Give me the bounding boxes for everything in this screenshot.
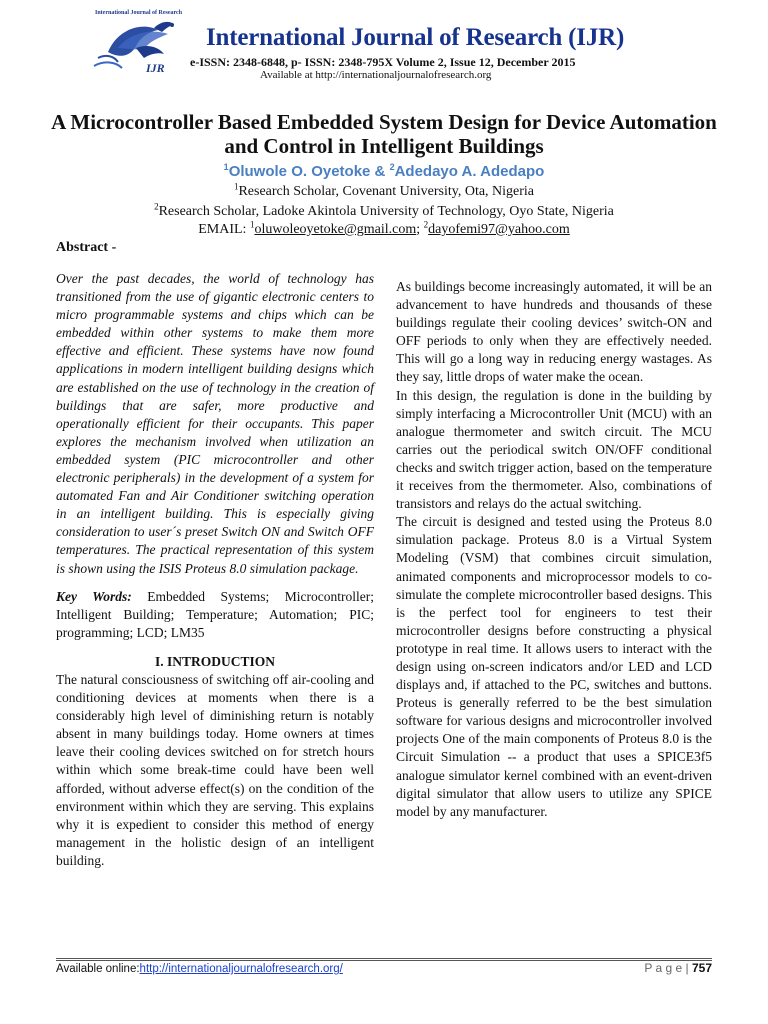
page-number-block <box>644 961 712 975</box>
affiliation-1-text: Research Scholar, Covenant University, Ota, Nigeria <box>238 184 535 199</box>
author-separator: & <box>370 163 390 180</box>
section-heading-introduction: I. INTRODUCTION <box>154 653 276 669</box>
pegasus-logo-icon <box>88 8 198 80</box>
author-2: Adedayo A. Adedapo <box>394 163 545 180</box>
journal-issn: e-ISSN: 2348-6848, p- ISSN: 2348-795X Volume 2, Issue 12, December 2015 <box>190 55 576 69</box>
keywords-text: Embedded Systems; Microcontroller; Intelligent Building; Temperature; Automation; PIC; programming; LCD; LM35 <box>56 588 374 640</box>
affiliation-1 <box>40 181 728 200</box>
abstract-text: Over the past decades, the world of technology has transitioned from the use of gigantic electronic centers to micro programmable systems and chips which can be embedded within other systems to make them more effective and efficient. These systems have now found applications in modern intelligent building designs which are established on the use of technology in the creation of buildings that are safer, more productive and operationally efficient for their occupants. This paper explores the mechanism involved when utilization an embedded system (PIC microcontroller and other electronic peripherals) in the development of a system for automated Fan and Air Conditioner switching operation in an intelligent building. This is especially giving consideration to user´s preset Switch ON and Switch OFF temperatures. The practical representation of this system is shown using the ISIS Proteus 8.0 simulation package. <box>56 271 374 576</box>
affil1-sup: 1 <box>233 181 239 192</box>
email-link-1[interactable]: oluwoleoyetoke@gmail.com <box>254 222 417 237</box>
intro-paragraph-3: In this design, the regulation is done in the building by simply interfacing a Microcontroller Unit (MCU) with an analogue thermometer and switch circuit. The MCU carries out the periodical switch ON/OFF conditional checks and switch trigger action, based on the temperature it receives from the thermometer. Also, combinations of transistors and relays do the actual switching. <box>396 387 713 512</box>
affil2-sup: 2 <box>154 201 159 212</box>
affiliation-2 <box>40 201 728 220</box>
email-line <box>40 219 728 238</box>
page-label: P a g e <box>644 961 683 975</box>
paper-title: A Microcontroller Based Embedded System Design for Device Automation and Control in Intelligent Buildings <box>51 110 717 158</box>
left-column <box>56 270 374 870</box>
right-column <box>396 278 712 821</box>
logo-caption: International Journal of Research <box>95 10 183 16</box>
email-label: EMAIL: <box>198 222 250 237</box>
author-line <box>40 163 728 180</box>
keywords <box>56 588 374 642</box>
affiliation-2-text: Research Scholar, Ladoke Akintola University of Technology, Oyo State, Nigeria <box>158 204 614 219</box>
email1-sup: 1 <box>249 219 255 230</box>
page-separator: | <box>682 961 692 975</box>
author1-sup: 1 <box>223 162 229 172</box>
page-number: 757 <box>691 961 712 975</box>
intro-paragraph-2: As buildings become increasingly automated, it will be an advancement to have hundreds and thousands of these buildings regulate their cooling devices’ switch-ON and OFF periods to only when they are effectively needed. This will go a long way in reducing energy wastages. As they say, little drops of water make the ocean. <box>396 279 712 385</box>
journal-availability: Available at http://internationaljournalofresearch.org <box>260 69 492 81</box>
abstract-heading: Abstract - <box>56 240 117 255</box>
intro-paragraph-1: The natural consciousness of switching off air-cooling and conditioning devices at moments when there is a considerably high level of diminishing return is notably absent in many buildings today. Home owners at times leave their cooling devices switched on for stretch hours within which some break-time could have been well afforded, without adverse effect(s) on the condition of the environment within which they are serving. This explains why it is expedient to consider this method of energy management in the holistic design of an intelligent building. <box>56 671 374 868</box>
author2-sup: 2 <box>389 162 395 172</box>
intro-paragraph-4: The circuit is designed and tested using the Proteus 8.0 simulation package. Proteus 8.0 is a Virtual System Modeling (VSM) that combines circuit simulation, animated components and microprocessor models to co-simulate the complete microcontroller based designs. This is the perfect tool for engineers to test their microcontroller designs before constructing a physical prototype in real time. It allows users to interact with the design using on-screen indicators and/or LED and LCD displays and, if attached to the PC, switches and buttons. Proteus is generally referred to be the best simulation software for various designs and microcontroller involved projects One of the main components of Proteus 8.0 is the Circuit Simulation -- a product that uses a SPICE3f5 analogue simulator kernel combined with an event-driven digital simulator that allow users to utilize any SPICE model by any manufacturer. <box>396 514 712 819</box>
journal-title: International Journal of Research (IJR) <box>206 24 625 51</box>
email-separator: ; <box>416 222 424 237</box>
footer-available-label: Available online: <box>56 963 140 975</box>
footer-availability <box>56 963 343 975</box>
email-link-2[interactable]: dayofemi97@yahoo.com <box>428 222 570 237</box>
email2-sup: 2 <box>423 219 429 230</box>
footer-divider <box>56 958 712 961</box>
footer-url-link[interactable]: http://internationaljournalofresearch.org/ <box>139 963 343 975</box>
keywords-label: Key Words: <box>56 588 132 604</box>
logo-text: IJR <box>146 61 165 75</box>
author-1: Oluwole O. Oyetoke <box>228 163 371 180</box>
